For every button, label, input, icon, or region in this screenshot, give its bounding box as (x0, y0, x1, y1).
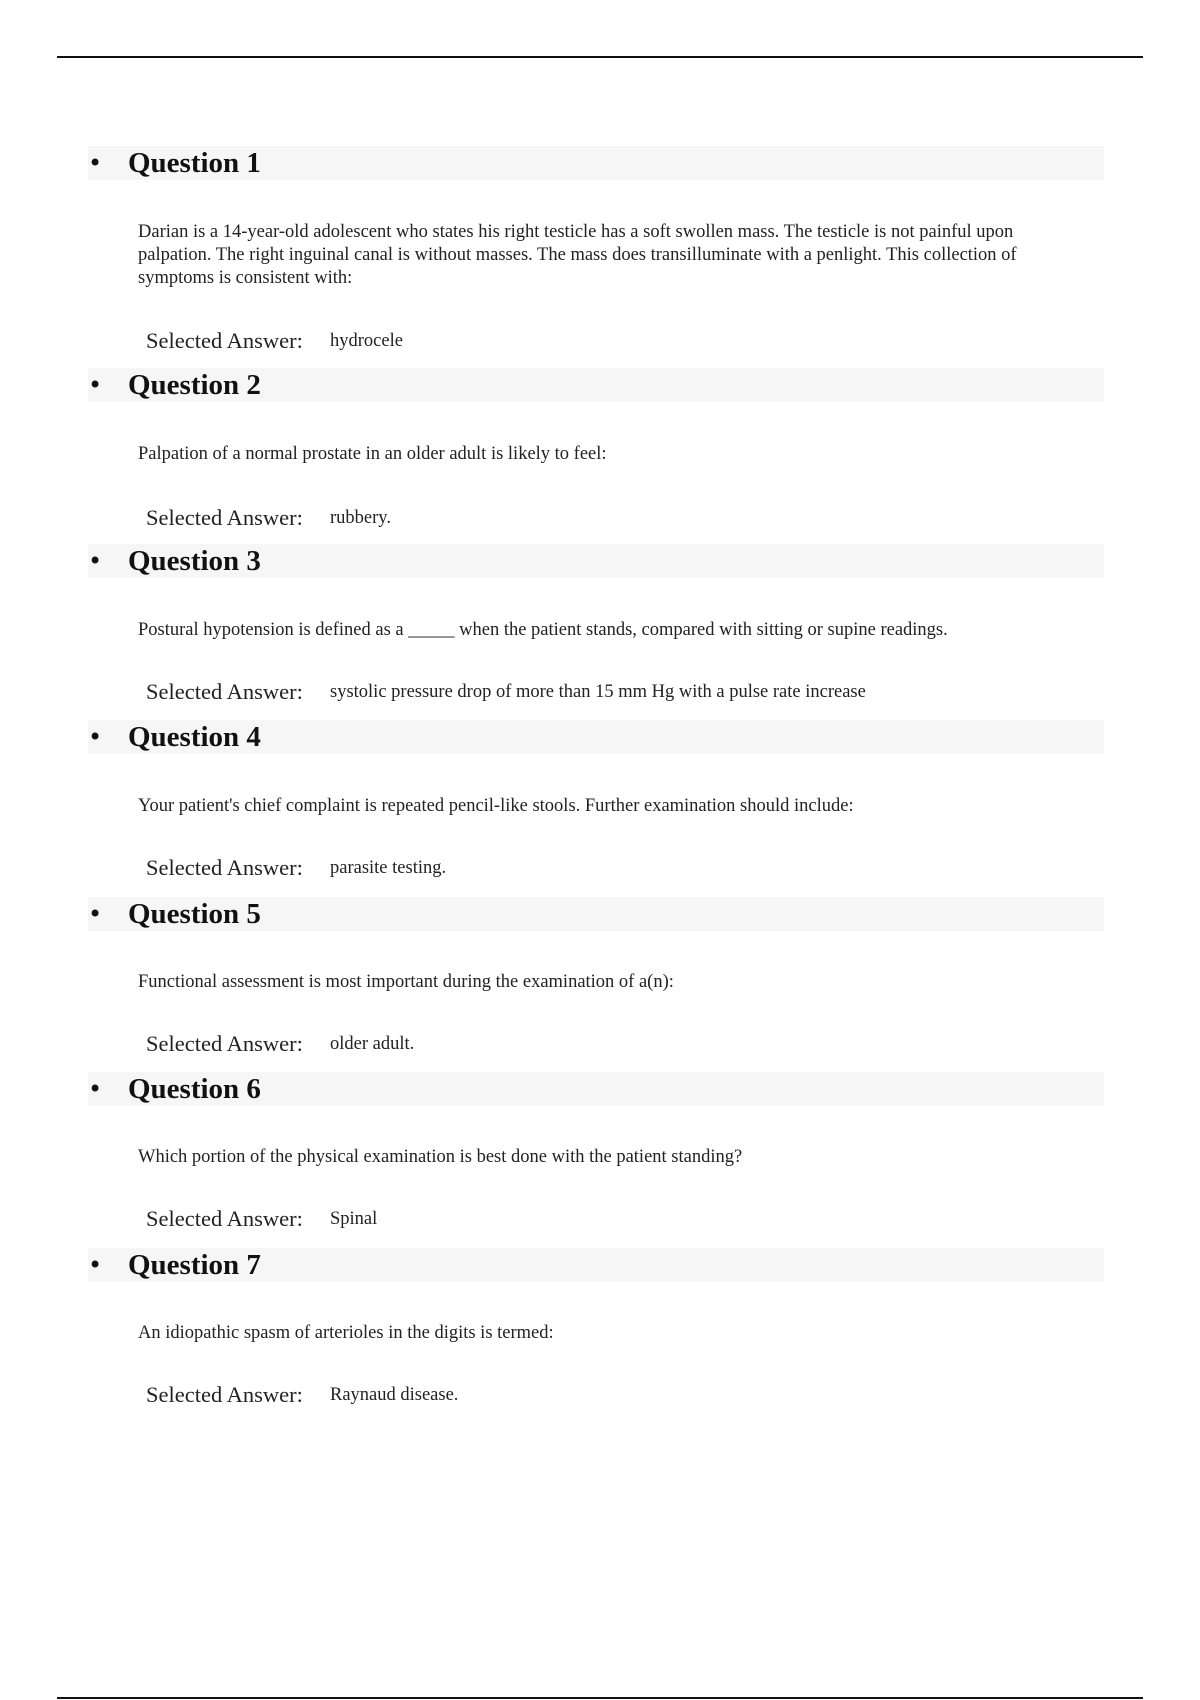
question-text: Functional assessment is most important during the examination of a(n): (138, 972, 674, 992)
question-title: Question 7 (128, 1249, 261, 1281)
selected-answer-row (146, 1382, 458, 1408)
bullet-icon: • (88, 900, 103, 928)
question-text: Which portion of the physical examination is best done with the patient standing? (138, 1147, 743, 1167)
selected-answer-label: Selected Answer: (146, 1206, 303, 1231)
bullet-icon: • (88, 723, 103, 751)
question-title: Question 4 (128, 721, 261, 753)
bullet-icon: • (88, 1251, 103, 1279)
question-text: Postural hypotension is defined as a _____ when the patient stands, compared with sitting or supine readings. (138, 620, 948, 640)
selected-answer-row (146, 679, 866, 705)
selected-answer-row (146, 1206, 377, 1232)
bottom-rule (57, 1697, 1143, 1699)
bullet-icon: • (88, 371, 103, 399)
selected-answer-label: Selected Answer: (146, 855, 303, 880)
selected-answer-value: parasite testing. (330, 858, 447, 878)
selected-answer-value: rubbery. (330, 508, 391, 528)
question-text: Darian is a 14-year-old adolescent who states his right testicle has a soft swollen mass. The testicle is not painful upon palpation. The right inguinal canal is without masses. The mass does transilluminate with a penlight. This collection of symptoms is consistent with: (138, 222, 1017, 288)
selected-answer-row (146, 1031, 414, 1057)
question-title: Question 1 (128, 147, 261, 179)
question-text: Palpation of a normal prostate in an older adult is likely to feel: (138, 444, 607, 464)
selected-answer-value: Spinal (330, 1209, 378, 1229)
selected-answer-value: Raynaud disease. (330, 1385, 459, 1405)
selected-answer-label: Selected Answer: (146, 679, 303, 704)
bullet-icon: • (88, 149, 103, 177)
question-title: Question 5 (128, 898, 261, 930)
selected-answer-label: Selected Answer: (146, 1382, 303, 1407)
bullet-icon: • (88, 547, 103, 575)
question-title: Question 3 (128, 545, 261, 577)
selected-answer-value: systolic pressure drop of more than 15 mm Hg with a pulse rate increase (330, 682, 866, 702)
question-title: Question 2 (128, 369, 261, 401)
selected-answer-label: Selected Answer: (146, 1031, 303, 1056)
question-title: Question 6 (128, 1073, 261, 1105)
question-text: An idiopathic spasm of arterioles in the digits is termed: (138, 1323, 554, 1343)
selected-answer-row (146, 855, 446, 881)
bullet-icon: • (88, 1075, 103, 1103)
question-text: Your patient's chief complaint is repeated pencil-like stools. Further examination should include: (138, 796, 854, 816)
selected-answer-label: Selected Answer: (146, 505, 303, 530)
selected-answer-value: older adult. (330, 1034, 415, 1054)
selected-answer-label: Selected Answer: (146, 328, 303, 353)
selected-answer-row (146, 505, 391, 531)
selected-answer-row (146, 328, 403, 354)
selected-answer-value: hydrocele (330, 331, 403, 351)
